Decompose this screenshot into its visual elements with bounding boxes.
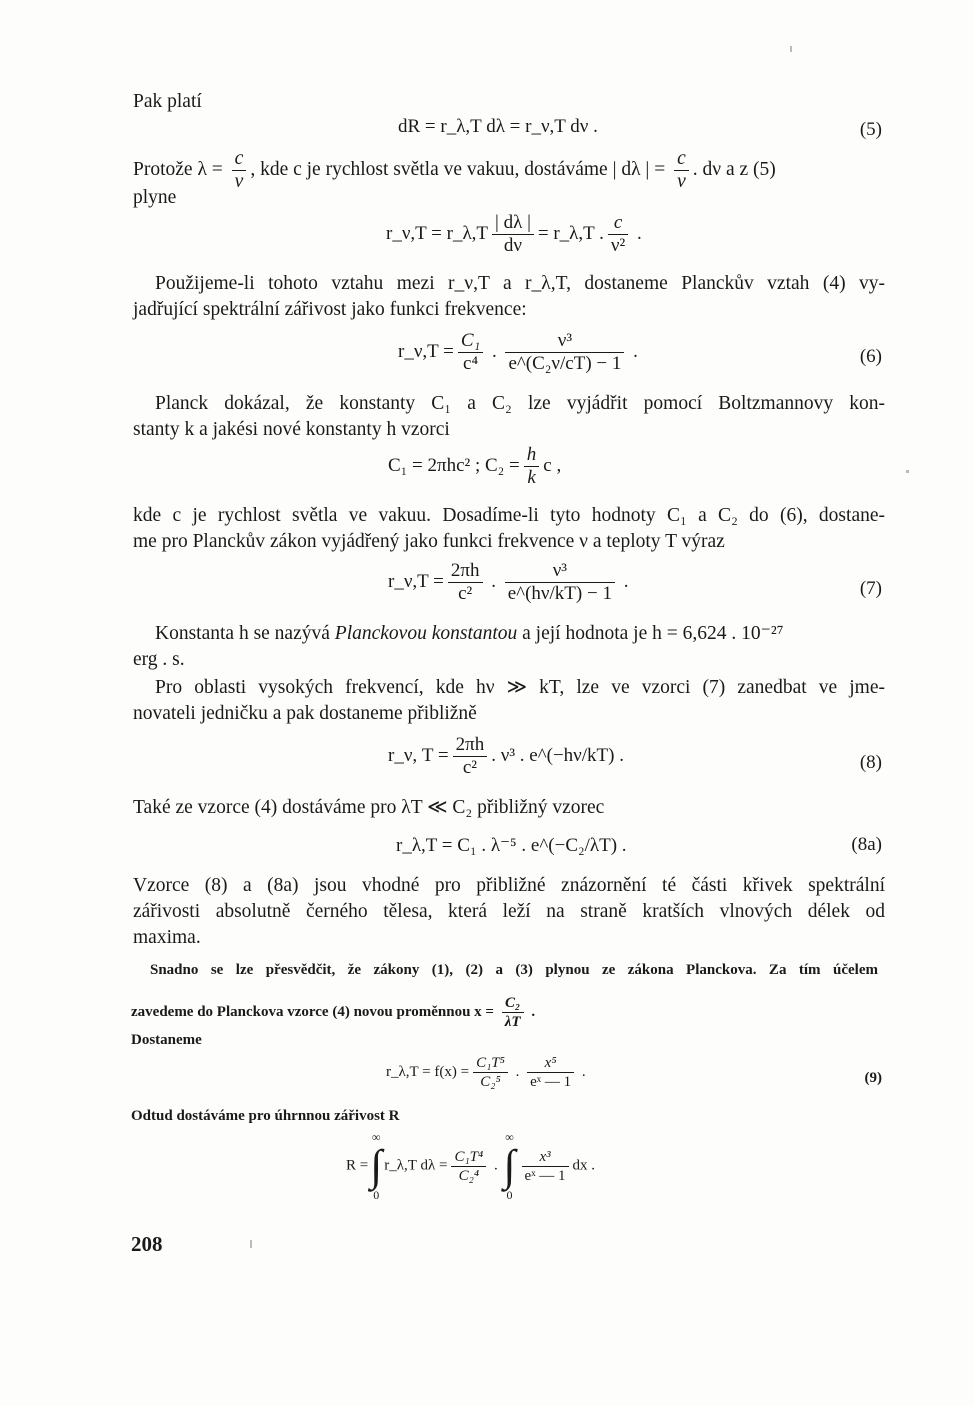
equation-7: r_ν,T = $\frac{2\pi h}{\text{c²}}$ . $\frac{\text{ν³}}{e\^{}(h\nu/kT) - 1}$ . — [388, 560, 629, 604]
denominator: c² — [462, 757, 478, 778]
integral-upper-limit: ∞ — [371, 1130, 381, 1144]
numerator: ν³ — [505, 330, 624, 353]
integral — [370, 1130, 382, 1202]
equation-5: dR = r_λ,T dλ = r_ν,T dν . — [398, 116, 598, 137]
numerator: c — [608, 212, 628, 235]
numerator: ν³ — [505, 560, 615, 583]
equation-relation: r_ν,T = r_λ,T $\frac{| d\lambda |}{d\nu}$ = r_λ,T . $\frac{c}{\text{ν²}}$ . — [386, 212, 642, 256]
integral-lower-limit: 0 — [373, 1188, 380, 1202]
small-text-line: zavedeme do Planckova vzorce (4) novou proměnnou x = $\frac{\text{C₂}}{\lambda T}$ . — [131, 995, 536, 1030]
emphasized-term: Planckovou konstantou — [334, 623, 518, 644]
fraction — [492, 212, 534, 257]
eq-part: C₁ = 2πhc² ; C₂ = — [388, 454, 520, 476]
text-line: Pak platí — [133, 91, 202, 112]
eq-part: = r_λ,T . — [537, 222, 604, 244]
eq-part: r_ν,T = r_λ,T — [386, 222, 489, 244]
fraction — [448, 560, 483, 605]
eq-part: c , — [543, 454, 562, 476]
integral-sign: ∫ — [370, 1141, 383, 1190]
numerator: 2πh — [448, 560, 483, 583]
eq-part: . ν³ . e^(−hν/kT) . — [491, 744, 624, 766]
numerator: C₁ — [458, 330, 483, 353]
text-fragment: , kde c je rychlost světla ve vakuu, dostáváme | dλ | = — [250, 158, 671, 180]
equation-6: r_ν,T = $\frac{\text{C₁}}{\text{c⁴}}$ . $\frac{\text{ν³}}{\text{e\textasciicircum{}(C₂ν/cT) − 1}}$ . — [398, 330, 638, 374]
denominator: dν — [503, 235, 522, 256]
text-line: erg . s. — [133, 649, 185, 670]
denominator: c² — [458, 583, 473, 604]
fraction — [674, 148, 689, 193]
text-line: jadřující spektrální zářivost jako funkci frekvence: — [133, 299, 527, 320]
text-line: plyne — [133, 187, 177, 208]
numerator: C₁T⁴ — [451, 1148, 486, 1167]
numerator: h — [524, 444, 540, 467]
eq-part: r_ν,T = — [388, 570, 444, 592]
integral — [503, 1130, 515, 1202]
small-text-line: Snadno se lze přesvědčit, že zákony (1), (2) a (3) plynou ze zákona Planckova. Za tím účelem — [150, 962, 878, 978]
fraction — [524, 444, 540, 489]
equation-total-radiance: R = ∞ ∫ 0 r_λ,T dλ = $\frac{\text{C₁T⁴}}{\text{C₂⁴}}$ . ∞ ∫ 0 $\frac{\text{x³}}{\text{eˣ — 1}}$ dx . — [346, 1130, 596, 1202]
denominator: C₂⁵ — [480, 1074, 501, 1090]
denominator: eˣ — 1 — [524, 1167, 566, 1184]
fraction — [505, 330, 624, 375]
text-line: stanty k a jakési nové konstanty h vzorci — [133, 419, 450, 440]
equation-label: (7) — [859, 578, 882, 599]
numerator: C₂ — [502, 994, 524, 1013]
text-line — [133, 148, 776, 193]
integral-sign: ∫ — [503, 1141, 516, 1190]
numerator: | dλ | — [492, 212, 534, 235]
eq-part: r_ν,T = — [398, 340, 454, 362]
fraction — [458, 330, 483, 375]
fraction — [505, 560, 615, 605]
text-line: Planck dokázal, že konstanty C₁ a C₂ lze vyjádřit pomocí Boltzmannovy kon- — [155, 393, 885, 414]
denominator: ν — [677, 171, 686, 192]
numerator: c — [674, 148, 689, 171]
eq-part: R = — [346, 1157, 369, 1174]
fraction — [473, 1054, 508, 1091]
equation-8a: r_λ,T = C₁ . λ⁻⁵ . e^(−C₂/λT) . — [396, 835, 627, 856]
text-fragment: Protože λ = — [133, 158, 228, 180]
scan-speck — [790, 46, 792, 52]
integral-upper-limit: ∞ — [505, 1130, 514, 1144]
text-line: zářivosti absolutně černého tělesa, která leží na straně kratších vlnových délek od — [133, 901, 885, 922]
text-line: Pro oblasti vysokých frekvencí, kde hν ≫ kT, lze ve vzorci (7) zanedbat ve jme- — [155, 677, 885, 698]
text-line: kde c je rychlost světla ve vakuu. Dosadíme-li tyto hodnoty C₁ a C₂ do (6), dostane- — [133, 505, 885, 526]
text-fragment: zavedeme do Planckova vzorce (4) novou proměnnou x = — [131, 1003, 498, 1020]
text-line: Vzorce (8) a (8a) jsou vhodné pro přibližné znázornění té části křivek spektrální — [133, 875, 885, 896]
denominator: λT — [504, 1014, 521, 1030]
small-text-line: Odtud dostáváme pro úhrnnou zářivost R — [131, 1108, 400, 1124]
numerator: x³ — [522, 1148, 569, 1167]
text-fragment: . dν a z (5) — [692, 158, 776, 180]
fraction — [527, 1054, 574, 1091]
equation-label: (8a) — [851, 834, 882, 855]
equation-label: (8) — [859, 752, 882, 773]
denominator: e^(C₂ν/cT) − 1 — [508, 353, 622, 374]
denominator: k — [527, 467, 536, 488]
text-line: me pro Planckův zákon vyjádřený jako funkci frekvence ν a teploty T výraz — [133, 531, 725, 552]
text-line: Použijeme-li tohoto vztahu mezi r_ν,T a r_λ,T, dostaneme Planckův vztah (4) vy- — [155, 273, 885, 294]
equation-8 — [388, 734, 624, 779]
denominator: ν² — [610, 235, 626, 256]
text-fragment: Konstanta h se nazývá — [155, 623, 335, 644]
fraction — [453, 734, 488, 779]
text-line: Také ze vzorce (4) dostáváme pro λT ≪ C₂ přibližný vzorec — [133, 797, 605, 818]
scan-speck — [250, 1240, 252, 1248]
fraction — [451, 1148, 486, 1185]
text-fragment: a její hodnota je h = 6,624 . 10⁻²⁷ — [517, 623, 784, 644]
text-line: novateli jedničku a pak dostaneme přibližně — [133, 703, 477, 724]
denominator: c⁴ — [463, 353, 479, 374]
equation-label: (9) — [864, 1070, 882, 1086]
fraction — [608, 212, 628, 257]
fraction — [522, 1148, 569, 1185]
page-number: 208 — [131, 1232, 163, 1256]
equation-constants — [388, 444, 561, 489]
denominator: ν — [234, 171, 244, 192]
numerator: C₁T⁵ — [473, 1054, 508, 1073]
denominator: eˣ — 1 — [530, 1074, 572, 1090]
eq-part: dx . — [572, 1157, 596, 1174]
equation-9: r_λ,T = f(x) = $\frac{\text{C₁T⁵}}{\text{C₂⁵}}$ . $\frac{\text{x⁵}}{\text{eˣ — 1}}$ . — [386, 1055, 586, 1090]
small-text-line: Dostaneme — [131, 1032, 202, 1048]
text-line — [155, 622, 784, 646]
equation-label: (5) — [859, 119, 882, 140]
numerator: x⁵ — [527, 1054, 574, 1073]
text-line: maxima. — [133, 927, 201, 948]
scan-speck — [906, 470, 909, 473]
eq-part: r_ν, T = — [388, 744, 449, 766]
fraction — [502, 994, 524, 1031]
numerator: c — [232, 148, 247, 171]
equation-label: (6) — [859, 346, 882, 367]
eq-part: r_λ,T = f(x) = — [386, 1063, 470, 1080]
denominator: C₂⁴ — [458, 1167, 480, 1184]
numerator: 2πh — [453, 734, 488, 757]
integral-lower-limit: 0 — [506, 1188, 513, 1202]
denominator: e^(hν/kT) − 1 — [507, 583, 612, 604]
eq-part: r_λ,T dλ = — [384, 1157, 448, 1174]
fraction — [232, 148, 247, 193]
